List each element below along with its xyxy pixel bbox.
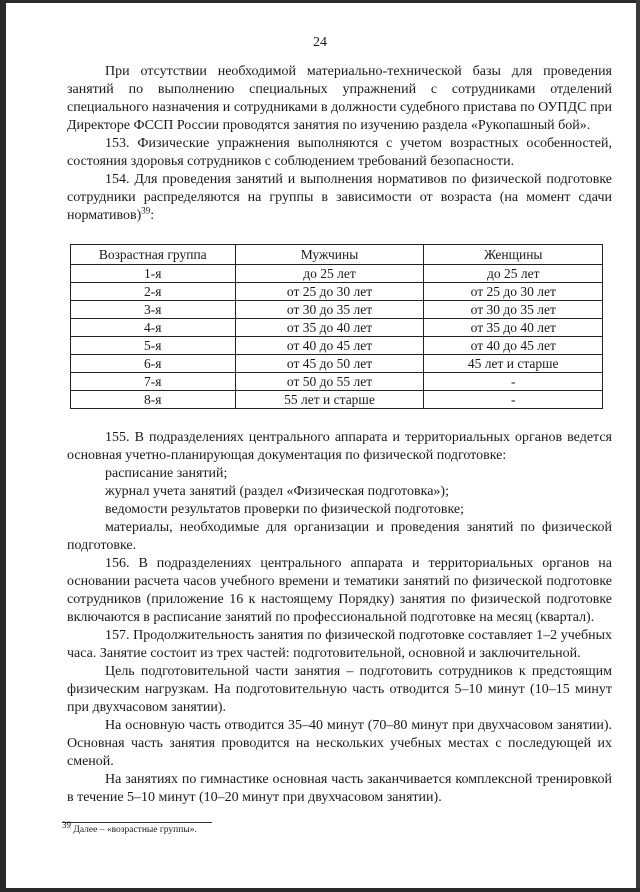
paragraph-gymnastics: На занятиях по гимнастике основная часть заканчивается комплексной тренировкой в течение 5–10 минут (10–20 минут при двухчасовом занятии). xyxy=(67,772,612,805)
page-edge-bottom xyxy=(0,888,640,892)
table-row xyxy=(71,391,603,409)
table-row xyxy=(71,355,603,373)
table-header-cell: Возрастная группа xyxy=(71,245,236,265)
table-row xyxy=(71,373,603,391)
paragraph-153: 153. Физические упражнения выполняются с учетом возрастных особенностей, состояния здоровья сотрудников с соблюдением требований безопасности. xyxy=(67,136,612,169)
paragraph-main-part: На основную часть отводится 35–40 минут (70–80 минут при двухчасовом занятии). Основная часть занятия проводится на нескольких учебных местах с последующей их сменой. xyxy=(67,718,612,769)
table-cell: 2-я xyxy=(71,283,236,301)
list-item: журнал учета занятий (раздел «Физическая подготовка»); xyxy=(105,484,449,499)
table-cell: 7-я xyxy=(71,373,236,391)
footnote xyxy=(62,820,197,836)
footnote-ref: 39 xyxy=(141,205,151,216)
paragraph-154-end: : xyxy=(150,208,155,223)
table-cell: до 25 лет xyxy=(424,265,603,283)
table-cell: 5-я xyxy=(71,337,236,355)
footnote-divider xyxy=(62,822,212,823)
paragraph-156: 156. В подразделениях центрального аппарата и территориальных органов на основании расчета часов учебного времени и тематики занятий по физической подготовке сотрудников (приложение 16 к настоящему Порядку) занятия по физической подготовке включаются в расписание занятий по профессиональной подготовке на месяц (квартал). xyxy=(67,556,612,625)
table-cell: 6-я xyxy=(71,355,236,373)
list-item: расписание занятий; xyxy=(105,466,228,481)
footnote-number: 39 xyxy=(62,820,71,830)
table-cell: от 30 до 35 лет xyxy=(235,301,424,319)
table-cell: - xyxy=(424,373,603,391)
paragraph-154-text: 154. Для проведения занятий и выполнения нормативов по физической подготовке сотрудники распределяются на группы в зависимости от возраста (на момент сдачи нормативов) xyxy=(67,172,612,223)
page-edge-top xyxy=(0,0,640,3)
table-cell: 55 лет и старше xyxy=(235,391,424,409)
table-cell: 1-я xyxy=(71,265,236,283)
page-edge-left xyxy=(0,0,6,892)
footnote-text: Далее – «возрастные группы». xyxy=(71,825,197,836)
table-cell: 45 лет и старше xyxy=(424,355,603,373)
age-groups-table xyxy=(70,244,603,409)
table-header-row xyxy=(71,245,603,265)
list-item: ведомости результатов проверки по физической подготовке; xyxy=(105,502,465,517)
intro-paragraph: При отсутствии необходимой материально-технической базы для проведения занятий по выполнению специальных упражнений с сотрудниками отделений специального назначения и сотрудниками в должности судебного пристава по ОУПДС при Директоре ФССП России проводятся занятия по изучению раздела «Рукопашный бой». xyxy=(67,64,612,133)
table-cell: 8-я xyxy=(71,391,236,409)
table-row xyxy=(71,283,603,301)
paragraph-154 xyxy=(67,171,612,225)
list-item: материалы, необходимые для организации и проведения занятий по физической подготовке. xyxy=(67,520,612,553)
paragraph-157: 157. Продолжительность занятия по физической подготовке составляет 1–2 учебных часа. Занятие состоит из трех частей: подготовительной, основной и заключительной. xyxy=(67,628,612,661)
table-cell: от 40 до 45 лет xyxy=(424,337,603,355)
table-cell: от 50 до 55 лет xyxy=(235,373,424,391)
table-cell: от 25 до 30 лет xyxy=(235,283,424,301)
page-number: 24 xyxy=(313,35,327,50)
table-cell: от 45 до 50 лет xyxy=(235,355,424,373)
table-cell: от 35 до 40 лет xyxy=(235,319,424,337)
section-top xyxy=(67,63,612,225)
table-cell: - xyxy=(424,391,603,409)
table-row xyxy=(71,337,603,355)
paragraph-155: 155. В подразделениях центрального аппарата и территориальных органов ведется основная учетно-планирующая документация по физической подготовке: xyxy=(67,430,612,463)
table-header-cell: Мужчины xyxy=(235,245,424,265)
table-cell: до 25 лет xyxy=(235,265,424,283)
paragraph-prep-part: Цель подготовительной части занятия – подготовить сотрудников к предстоящим физическим нагрузкам. На подготовительную часть отводится 5–10 минут (10–15 минут при двухчасовом занятии). xyxy=(67,664,612,715)
table-cell: 3-я xyxy=(71,301,236,319)
table-cell: от 35 до 40 лет xyxy=(424,319,603,337)
table-cell: от 25 до 30 лет xyxy=(424,283,603,301)
table-row xyxy=(71,301,603,319)
table-header-cell: Женщины xyxy=(424,245,603,265)
section-bottom xyxy=(67,429,612,807)
table-row xyxy=(71,319,603,337)
table-cell: от 40 до 45 лет xyxy=(235,337,424,355)
page-edge-right xyxy=(636,0,640,892)
table-cell: от 30 до 35 лет xyxy=(424,301,603,319)
table-cell: 4-я xyxy=(71,319,236,337)
table-row xyxy=(71,265,603,283)
